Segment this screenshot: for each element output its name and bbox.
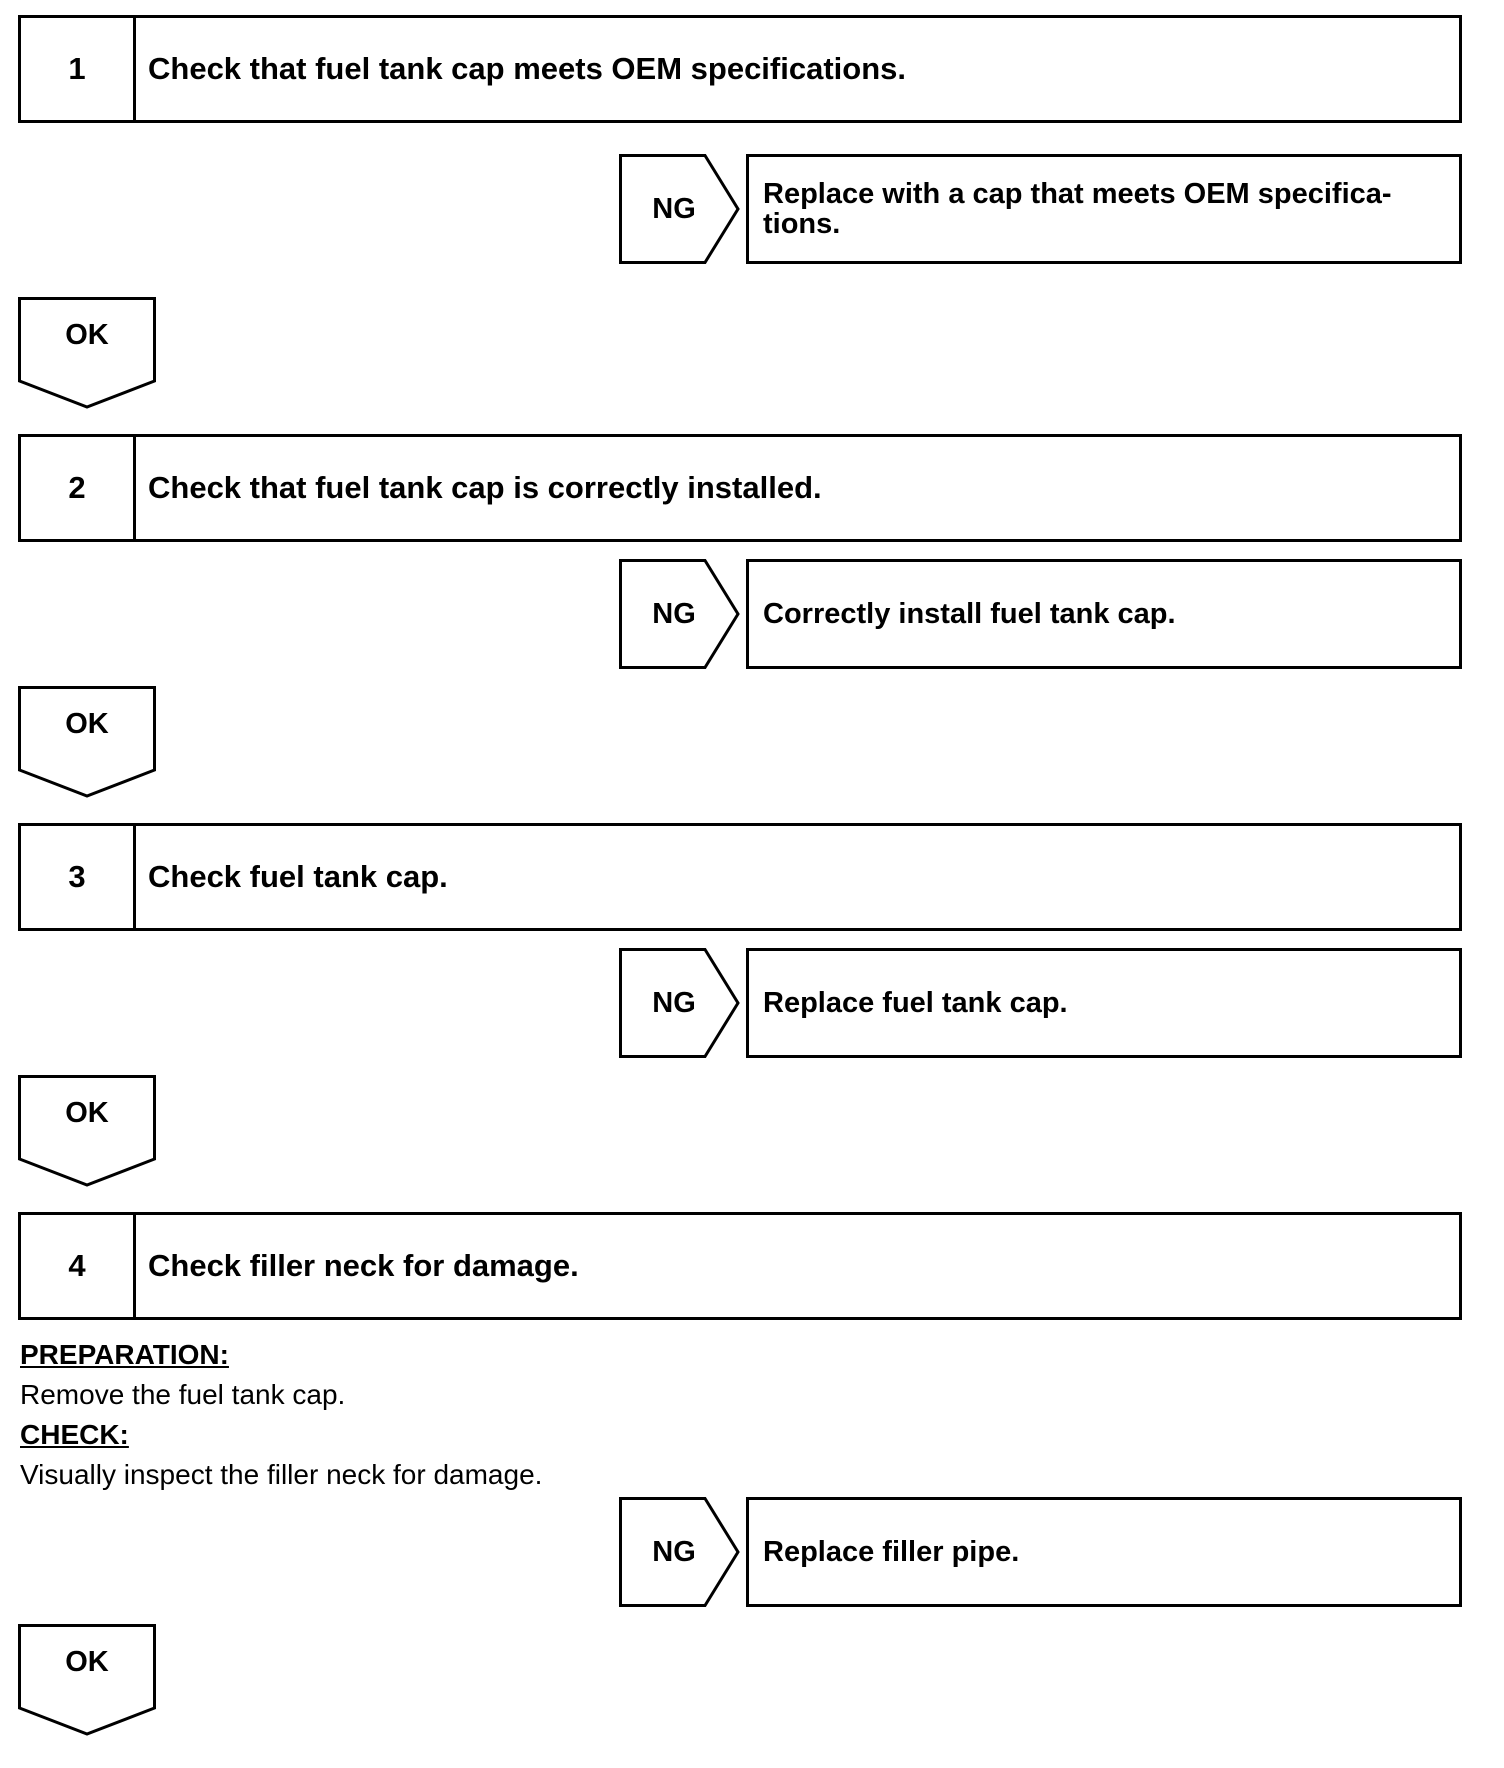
step-2-ng-arrow [619, 559, 741, 669]
step-3-box [18, 823, 1462, 931]
step-2-ng-action: Correctly install fuel tank cap. [746, 559, 1462, 669]
step-2-title: Check that fuel tank cap is correctly installed. [148, 470, 822, 505]
ok-arrow-shape-icon [18, 686, 156, 800]
step-4-number: 4 [21, 1215, 136, 1317]
step-1-box [18, 15, 1462, 123]
step-1-ng-label: NG [652, 192, 696, 225]
step-1-ok-arrow [18, 297, 156, 411]
step-4-ng-action: Replace filler pipe. [746, 1497, 1462, 1607]
preparation-heading: PREPARATION: [20, 1339, 229, 1370]
step-4-notes [20, 1335, 542, 1495]
step-4-box [18, 1212, 1462, 1320]
step-3-ok-label: OK [65, 1097, 109, 1129]
ok-arrow-shape-icon [18, 297, 156, 411]
step-3-number: 3 [21, 826, 136, 928]
step-2-ng-label: NG [652, 597, 696, 630]
step-4-ok-arrow [18, 1624, 156, 1738]
step-1-ng-action-line1: Replace with a cap that meets OEM specifica- [763, 178, 1392, 210]
ok-arrow-shape-icon [18, 1624, 156, 1738]
step-1-number: 1 [21, 18, 136, 120]
step-3-ng-label: NG [652, 986, 696, 1019]
step-3-ok-arrow [18, 1075, 156, 1189]
step-2-box [18, 434, 1462, 542]
check-text: Visually inspect the filler neck for damage. [20, 1459, 543, 1490]
step-1-ok-label: OK [65, 319, 109, 351]
step-3-ng-arrow [619, 948, 741, 1058]
step-2-ok-arrow [18, 686, 156, 800]
step-4-ng-label: NG [652, 1535, 696, 1568]
step-1-title: Check that fuel tank cap meets OEM specifications. [148, 51, 907, 86]
step-4-title: Check filler neck for damage. [148, 1248, 579, 1283]
step-4-ng-arrow [619, 1497, 741, 1607]
step-1-ng-arrow [619, 154, 741, 264]
step-2-number: 2 [21, 437, 136, 539]
check-heading: CHECK: [20, 1419, 129, 1450]
step-2-ok-label: OK [65, 708, 109, 740]
preparation-text: Remove the fuel tank cap. [20, 1379, 346, 1410]
ok-arrow-shape-icon [18, 1075, 156, 1189]
step-3-ng-action: Replace fuel tank cap. [746, 948, 1462, 1058]
step-1-ng-action [746, 154, 1462, 264]
step-4-ok-label: OK [65, 1646, 109, 1678]
step-3-title: Check fuel tank cap. [148, 859, 448, 894]
step-1-ng-action-line2: tions. [763, 208, 841, 240]
